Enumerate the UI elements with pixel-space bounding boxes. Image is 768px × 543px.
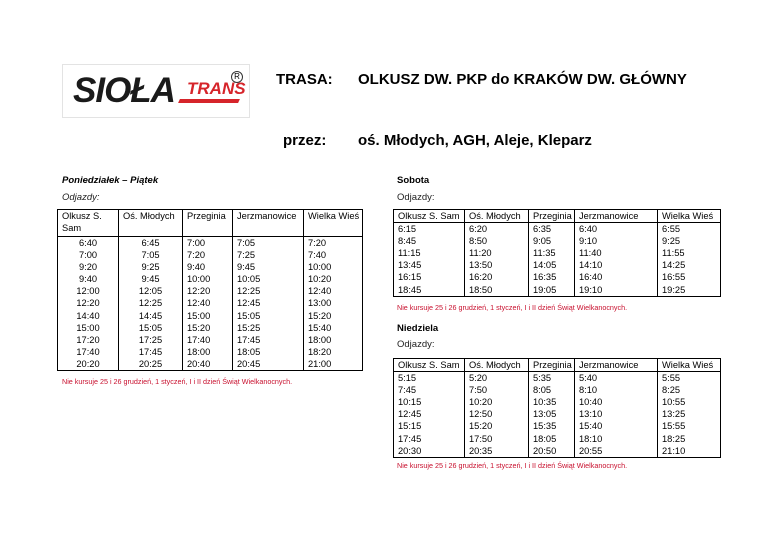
time-cell: 15:35 <box>533 421 557 432</box>
time-cell: 18:10 <box>579 433 603 444</box>
saturday-subtitle: Odjazdy: <box>397 192 435 203</box>
col-header-przeginia: Przeginia <box>529 210 575 223</box>
time-cell: 11:40 <box>579 248 602 259</box>
col-header-przeginia: Przeginia <box>183 210 233 237</box>
time-cell: 15:40 <box>579 421 603 432</box>
time-cell: 10:55 <box>662 397 686 408</box>
time-cell: 15:40 <box>308 322 332 333</box>
time-cell: 12:20 <box>187 286 211 297</box>
col-header-olkusz: Olkusz S. Sam <box>394 359 465 372</box>
time-cell: 10:00 <box>187 274 211 285</box>
time-cell: 14:05 <box>533 260 557 271</box>
time-cell: 17:45 <box>237 334 261 345</box>
time-cell: 9:25 <box>662 236 681 247</box>
col-header-os-mlodych: Oś. Młodych <box>465 210 529 223</box>
time-cell: 17:40 <box>187 334 211 345</box>
time-cell: 12:45 <box>398 409 422 420</box>
logo-brand-suffix: TRANS <box>187 79 246 98</box>
time-cell: 17:20 <box>76 334 100 345</box>
time-cell: 13:00 <box>308 298 332 309</box>
saturday-title: Sobota <box>397 175 430 186</box>
company-logo <box>62 64 250 118</box>
time-cell: 10:20 <box>469 397 493 408</box>
time-cell: 12:20 <box>76 298 100 309</box>
time-cell: 16:20 <box>469 272 493 283</box>
time-cell: 20:40 <box>187 358 211 369</box>
time-cell: 11:55 <box>662 248 685 259</box>
time-cell: 17:25 <box>138 334 163 345</box>
col-header-jerzmanowice: Jerzmanowice <box>575 210 658 223</box>
time-cell: 8:05 <box>533 385 552 396</box>
time-cell: 16:35 <box>533 272 557 283</box>
time-cell: 18:50 <box>469 284 493 295</box>
time-cell: 8:50 <box>469 236 488 247</box>
time-cell: 15:05 <box>237 310 261 321</box>
time-cell: 16:15 <box>398 272 422 283</box>
col-header-wielka-wies: Wielka Wieś <box>658 359 721 372</box>
time-cell: 7:05 <box>237 238 256 248</box>
time-cell: 7:00 <box>78 250 98 261</box>
time-cell: 20:35 <box>469 445 493 456</box>
time-cell: 15:20 <box>187 322 211 333</box>
col-jerzmanowice <box>233 237 304 371</box>
time-cell: 7:05 <box>141 250 160 261</box>
time-cell: 8:45 <box>398 236 417 247</box>
time-cell: 18:25 <box>662 433 686 444</box>
col-header-jerzmanowice: Jerzmanowice <box>233 210 304 237</box>
time-cell: 11:15 <box>398 248 421 259</box>
weekday-subtitle: Odjazdy: <box>62 192 100 203</box>
col-wielka-wies <box>658 372 721 458</box>
time-cell: 9:25 <box>141 262 160 273</box>
time-cell: 13:05 <box>533 409 557 420</box>
time-cell: 13:45 <box>398 260 422 271</box>
time-cell: 6:40 <box>579 224 598 235</box>
time-cell: 7:40 <box>308 250 327 261</box>
col-przeginia <box>529 372 575 458</box>
time-cell: 6:15 <box>398 224 417 235</box>
time-cell: 15:00 <box>76 322 100 333</box>
col-os-mlodych <box>465 223 529 297</box>
weekday-timetable <box>57 209 363 371</box>
time-cell: 18:45 <box>398 284 422 295</box>
time-cell: 17:45 <box>138 346 163 357</box>
time-cell: 12:40 <box>308 286 332 297</box>
time-cell: 13:10 <box>579 409 603 420</box>
time-cell: 9:05 <box>533 236 552 247</box>
sunday-note: Nie kursuje 25 i 26 grudzień, 1 styczeń, I i II dzień Świąt Wielkanocnych. <box>397 461 628 470</box>
logo-swoosh <box>178 99 240 103</box>
col-przeginia <box>529 223 575 297</box>
time-cell: 18:05 <box>237 346 261 357</box>
sunday-subtitle: Odjazdy: <box>397 339 435 350</box>
time-cell: 6:55 <box>662 224 681 235</box>
time-cell: 12:45 <box>237 298 261 309</box>
col-przeginia <box>183 237 233 371</box>
time-cell: 7:20 <box>308 238 327 248</box>
time-cell: 12:50 <box>469 409 493 420</box>
time-cell: 14:25 <box>662 260 686 271</box>
sunday-title: Niedziela <box>397 323 439 334</box>
time-cell: 14:40 <box>76 310 100 321</box>
time-cell: 15:05 <box>138 322 163 333</box>
time-cell: 10:20 <box>308 274 332 285</box>
route-label: TRASA: <box>276 71 333 88</box>
time-cell: 14:45 <box>138 310 163 321</box>
col-header-wielka-wies: Wielka Wieś <box>304 210 363 237</box>
time-cell: 5:20 <box>469 373 488 384</box>
time-cell: 20:20 <box>76 358 100 369</box>
saturday-timetable <box>393 209 721 297</box>
col-header-olkusz: Olkusz S. Sam <box>58 210 119 237</box>
time-cell: 15:20 <box>308 310 332 321</box>
time-cell: 20:30 <box>398 445 422 456</box>
col-header-os-mlodych: Oś. Młodych <box>119 210 183 237</box>
time-cell: 7:50 <box>469 385 488 396</box>
table-body-row <box>394 372 721 458</box>
table-header-row <box>58 210 363 237</box>
time-cell: 19:25 <box>662 284 686 295</box>
col-wielka-wies <box>658 223 721 297</box>
time-cell: 18:20 <box>308 346 332 357</box>
time-cell: 9:40 <box>78 274 98 285</box>
col-jerzmanowice <box>575 372 658 458</box>
time-cell: 10:35 <box>533 397 557 408</box>
time-cell: 20:55 <box>579 445 603 456</box>
time-cell: 10:15 <box>398 397 422 408</box>
time-cell: 6:35 <box>533 224 552 235</box>
saturday-note: Nie kursuje 25 i 26 grudzień, 1 styczeń, I i II dzień Świąt Wielkanocnych. <box>397 303 628 312</box>
time-cell: 5:15 <box>398 373 417 384</box>
col-jerzmanowice <box>575 223 658 297</box>
time-cell: 13:50 <box>469 260 493 271</box>
col-olkusz <box>394 372 465 458</box>
col-olkusz <box>394 223 465 297</box>
time-cell: 6:45 <box>141 238 160 248</box>
time-cell: 15:20 <box>469 421 493 432</box>
time-cell: 12:40 <box>187 298 211 309</box>
time-cell: 13:25 <box>662 409 686 420</box>
time-cell: 15:55 <box>662 421 686 432</box>
col-olkusz <box>58 237 119 371</box>
time-cell: 9:10 <box>579 236 598 247</box>
time-cell: 11:35 <box>533 248 556 259</box>
time-cell: 7:25 <box>237 250 256 261</box>
time-cell: 7:45 <box>398 385 417 396</box>
time-cell: 20:50 <box>533 445 557 456</box>
table-header-row <box>394 359 721 372</box>
table-body-row <box>58 237 363 371</box>
registered-mark-icon: R <box>231 71 243 83</box>
time-cell: 18:00 <box>187 346 211 357</box>
sunday-timetable <box>393 358 721 458</box>
time-cell: 7:00 <box>187 238 206 248</box>
time-cell: 9:20 <box>78 262 98 273</box>
via-value: oś. Młodych, AGH, Aleje, Kleparz <box>358 132 592 149</box>
time-cell: 15:00 <box>187 310 211 321</box>
time-cell: 6:20 <box>469 224 488 235</box>
table-body-row <box>394 223 721 297</box>
via-label: przez: <box>283 132 327 149</box>
time-cell: 18:00 <box>308 334 332 345</box>
logo-brand-main: SIOŁA <box>73 71 175 110</box>
time-cell: 14:10 <box>579 260 603 271</box>
time-cell: 7:20 <box>187 250 206 261</box>
time-cell: 19:05 <box>533 284 557 295</box>
time-cell: 17:50 <box>469 433 493 444</box>
time-cell: 16:55 <box>662 272 686 283</box>
time-cell: 10:05 <box>237 274 261 285</box>
table-header-row <box>394 210 721 223</box>
time-cell: 12:25 <box>237 286 261 297</box>
time-cell: 12:25 <box>138 298 163 309</box>
time-cell: 5:35 <box>533 373 552 384</box>
time-cell: 18:05 <box>533 433 557 444</box>
time-cell: 12:05 <box>138 286 163 297</box>
time-cell: 10:00 <box>308 262 332 273</box>
time-cell: 8:25 <box>662 385 681 396</box>
time-cell: 12:00 <box>76 286 100 297</box>
time-cell: 11:20 <box>469 248 492 259</box>
weekday-note: Nie kursuje 25 i 26 grudzień, 1 styczeń, I i II dzień Świąt Wielkanocnych. <box>62 377 293 386</box>
time-cell: 15:15 <box>398 421 422 432</box>
route-value: OLKUSZ DW. PKP do KRAKÓW DW. GŁÓWNY <box>358 71 687 88</box>
col-header-jerzmanowice: Jerzmanowice <box>575 359 658 372</box>
col-header-olkusz: Olkusz S. Sam <box>394 210 465 223</box>
time-cell: 16:40 <box>579 272 603 283</box>
time-cell: 9:45 <box>141 274 160 285</box>
time-cell: 9:40 <box>187 262 206 273</box>
col-wielka-wies <box>304 237 363 371</box>
time-cell: 15:25 <box>237 322 261 333</box>
col-os-mlodych <box>465 372 529 458</box>
col-header-przeginia: Przeginia <box>529 359 575 372</box>
time-cell: 21:10 <box>662 445 686 456</box>
time-cell: 19:10 <box>579 284 603 295</box>
time-cell: 6:40 <box>78 238 98 248</box>
col-header-os-mlodych: Oś. Młodych <box>465 359 529 372</box>
col-header-wielka-wies: Wielka Wieś <box>658 210 721 223</box>
time-cell: 5:40 <box>579 373 598 384</box>
time-cell: 8:10 <box>579 385 598 396</box>
time-cell: 20:45 <box>237 358 261 369</box>
time-cell: 17:45 <box>398 433 422 444</box>
time-cell: 9:45 <box>237 262 256 273</box>
time-cell: 21:00 <box>308 358 332 369</box>
col-os-mlodych <box>119 237 183 371</box>
time-cell: 20:25 <box>138 358 163 369</box>
time-cell: 5:55 <box>662 373 681 384</box>
weekday-title: Poniedziałek – Piątek <box>62 175 159 186</box>
time-cell: 17:40 <box>76 346 100 357</box>
time-cell: 10:40 <box>579 397 603 408</box>
